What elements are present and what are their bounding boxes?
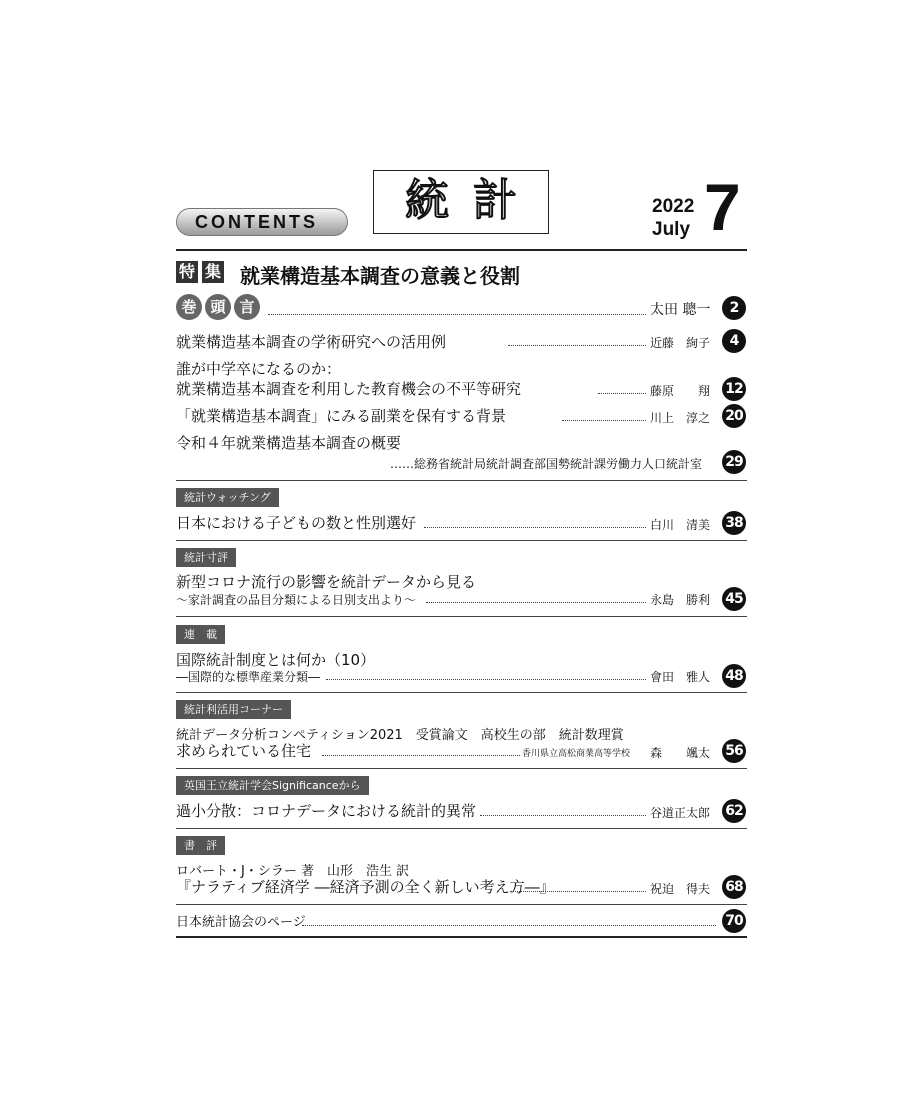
section-pre: 統計データ分析コンペティション2021 受賞論文 高校生の部 統計数理賞 <box>176 728 624 743</box>
article-author: 藤原 翔 <box>650 384 711 398</box>
section-label: 書 評 <box>176 836 225 855</box>
issue-year: 2022 <box>652 196 695 217</box>
leader-dots <box>426 602 646 603</box>
leader-dots <box>510 891 646 892</box>
divider <box>176 828 747 829</box>
section-label: 英国王立統計学会Significanceから <box>176 776 369 795</box>
divider <box>176 692 747 693</box>
opening-char-2: 頭 <box>205 294 231 320</box>
divider <box>176 768 747 769</box>
section-author: 白川 清美 <box>650 518 711 532</box>
section-author: 森 颯太 <box>650 746 711 760</box>
opening-char-3: 言 <box>234 294 260 320</box>
leader-dots <box>302 925 716 926</box>
divider <box>176 540 747 541</box>
footer-rule <box>176 936 747 938</box>
section-pre: ロバート・J・シラー 著 山形 浩生 訳 <box>176 864 410 879</box>
journal-title: 統計 <box>373 170 549 234</box>
article-title: 「就業構造基本調査」にみる副業を保有する背景 <box>176 407 507 425</box>
issue-month: July <box>652 219 691 240</box>
opening-page: 2 <box>722 296 746 320</box>
divider <box>176 480 747 481</box>
leader-dots <box>480 815 646 816</box>
leader-dots <box>326 679 646 680</box>
section-page: 62 <box>722 799 746 823</box>
article-author: 近藤 絢子 <box>650 336 711 350</box>
section-label: 統計ウォッチング <box>176 488 279 507</box>
divider <box>176 616 747 617</box>
article-author: ……総務省統計局統計調査部国勢統計課労働力人口統計室 <box>390 457 703 471</box>
article-page: 4 <box>722 329 746 353</box>
issue-number: 7 <box>704 170 741 244</box>
article-title-line1: 誰が中学卒になるのか： <box>176 360 342 378</box>
section-page: 48 <box>722 664 746 688</box>
article-page: 29 <box>722 450 746 474</box>
section-label: 連 載 <box>176 625 225 644</box>
section-title: 過小分散：コロナデータにおける統計的異常 <box>176 802 477 820</box>
section-author: 谷道正太郎 <box>650 806 711 820</box>
section-subtitle: ～家計調査の品目分類による日別支出より～ <box>176 593 417 607</box>
article-title: 就業構造基本調査の学術研究への活用例 <box>176 333 447 351</box>
section-title: 求められている住宅 <box>176 742 312 760</box>
section-affiliation: 香川県立高松商業高等学校 <box>522 749 631 759</box>
section-author: 祝迫 得夫 <box>650 882 711 896</box>
article-title-line2: 就業構造基本調査を利用した教育機会の不平等研究 <box>176 380 522 398</box>
footer-item-title: 日本統計協会のページ <box>176 915 306 930</box>
feature-title: 就業構造基本調査の意義と役割 <box>240 264 520 288</box>
section-page: 68 <box>722 875 746 899</box>
opening-char-1: 巻 <box>176 294 202 320</box>
article-page: 20 <box>722 404 746 428</box>
contents-label: CONTENTS <box>176 208 348 236</box>
leader-dots <box>322 755 520 756</box>
leader-dots <box>598 393 646 394</box>
section-label: 統計寸評 <box>176 548 236 567</box>
article-author: 川上 淳之 <box>650 411 711 425</box>
feature-tag-1: 特 <box>176 261 198 283</box>
section-title: 新型コロナ流行の影響を統計データから見る <box>176 573 477 591</box>
article-page: 12 <box>722 377 746 401</box>
section-page: 38 <box>722 511 746 535</box>
section-subtitle: ―国際的な標準産業分類― <box>176 670 321 684</box>
section-author: 永島 勝利 <box>650 593 711 607</box>
feature-tag-2: 集 <box>202 261 224 283</box>
leader-dots <box>424 527 646 528</box>
section-page: 56 <box>722 739 746 763</box>
section-author: 會田 雅人 <box>650 670 711 684</box>
divider <box>176 904 747 905</box>
section-page: 45 <box>722 587 746 611</box>
leader-dots <box>508 345 646 346</box>
opening-author: 太田 聰一 <box>650 302 711 318</box>
section-label: 統計利活用コーナー <box>176 700 291 719</box>
section-title: 日本における子どもの数と性別選好 <box>176 514 417 532</box>
article-title: 令和４年就業構造基本調査の概要 <box>176 434 402 452</box>
leader-dots <box>268 314 646 315</box>
section-title: 国際統計制度とは何か（10） <box>176 651 376 669</box>
section-title: 『ナラティブ経済学 ―経済予測の全く新しい考え方―』 <box>176 878 555 896</box>
footer-item-page: 70 <box>722 909 746 933</box>
header-rule <box>176 249 747 251</box>
leader-dots <box>562 420 646 421</box>
